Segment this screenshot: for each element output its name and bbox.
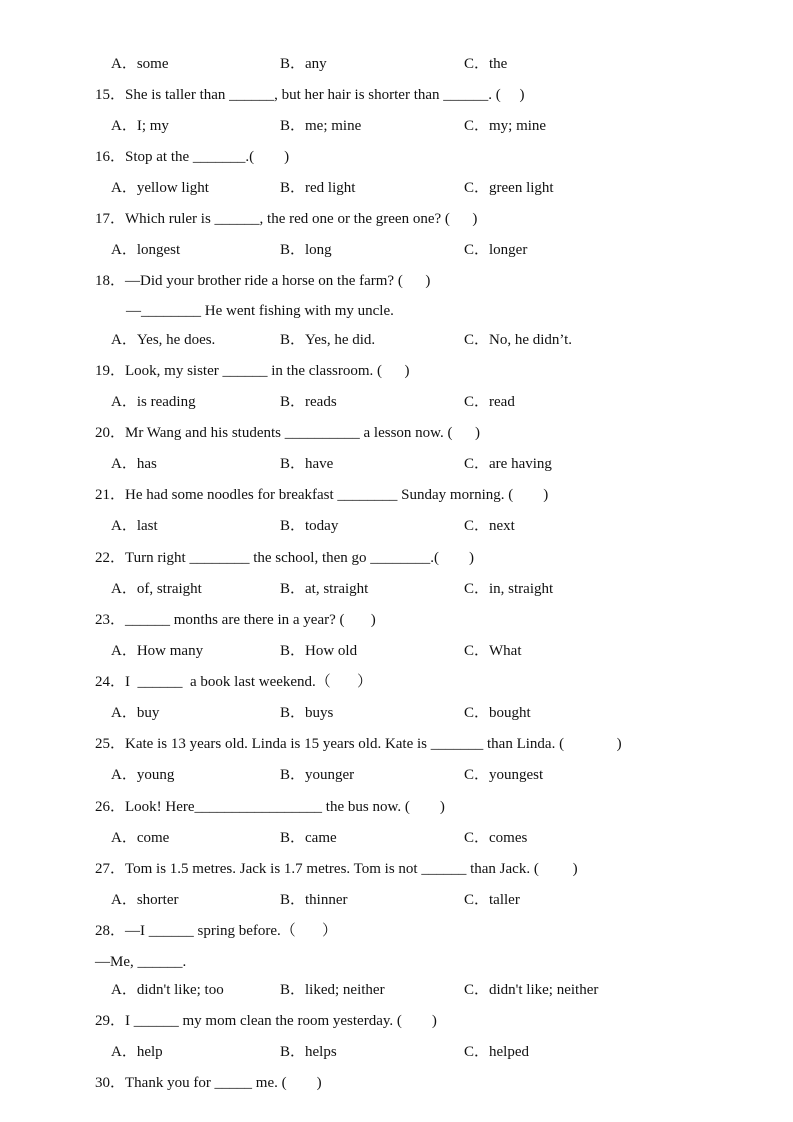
option-b[interactable]: B．have xyxy=(280,456,334,472)
option-a[interactable]: A．I; my xyxy=(111,118,169,134)
question-30: 30．Thank you for _____ me. ( ) xyxy=(95,1075,322,1091)
option-a[interactable]: A．of, straight xyxy=(111,581,202,597)
option-c[interactable]: C．are having xyxy=(464,456,552,472)
option-b[interactable]: B．red light xyxy=(280,180,356,196)
option-a[interactable]: A．help xyxy=(111,1044,163,1060)
question-27: 27．Tom is 1.5 metres. Jack is 1.7 metres. Tom is not ______ than Jack. ( ) xyxy=(95,861,578,877)
question-18-reply: —________ He went fishing with my uncle. xyxy=(126,303,394,319)
option-b[interactable]: B．at, straight xyxy=(280,581,369,597)
option-b[interactable]: B．Yes, he did. xyxy=(280,332,376,348)
option-a[interactable]: A．last xyxy=(111,518,158,534)
question-17: 17．Which ruler is ______, the red one or the green one? ( ) xyxy=(95,211,478,227)
option-c[interactable]: C．my; mine xyxy=(464,118,547,134)
question-26: 26．Look! Here_________________ the bus now. ( ) xyxy=(95,799,445,815)
option-c[interactable]: C．No, he didn’t. xyxy=(464,332,573,348)
option-b[interactable]: B．long xyxy=(280,242,332,258)
option-c[interactable]: C．What xyxy=(464,643,522,659)
option-a[interactable]: A．some xyxy=(111,56,169,72)
option-c[interactable]: C．longer xyxy=(464,242,528,258)
option-c[interactable]: C．green light xyxy=(464,180,554,196)
question-15: 15．She is taller than ______, but her hair is shorter than ______. ( ) xyxy=(95,87,525,103)
option-a[interactable]: A．buy xyxy=(111,705,160,721)
option-c[interactable]: C．read xyxy=(464,394,515,410)
option-b[interactable]: B．thinner xyxy=(280,892,348,908)
option-a[interactable]: A．is reading xyxy=(111,394,196,410)
question-18: 18．—Did your brother ride a horse on the farm? ( ) xyxy=(95,273,431,289)
option-b[interactable]: B．reads xyxy=(280,394,337,410)
option-b[interactable]: B．How old xyxy=(280,643,358,659)
question-28: 28．—I ______ spring before.（ ） xyxy=(95,923,338,939)
option-a[interactable]: A．has xyxy=(111,456,157,472)
option-a[interactable]: A．young xyxy=(111,767,175,783)
option-a[interactable]: A．Yes, he does. xyxy=(111,332,216,348)
question-23: 23．______ months are there in a year? ( ) xyxy=(95,612,376,628)
option-b[interactable]: B．liked; neither xyxy=(280,982,385,998)
option-b[interactable]: B．buys xyxy=(280,705,334,721)
option-c[interactable]: C．in, straight xyxy=(464,581,554,597)
question-16: 16．Stop at the _______.( ) xyxy=(95,149,290,165)
option-c[interactable]: C．youngest xyxy=(464,767,544,783)
option-b[interactable]: B．today xyxy=(280,518,339,534)
question-28-reply: —Me, ______. xyxy=(95,954,187,970)
question-25: 25．Kate is 13 years old. Linda is 15 years old. Kate is _______ than Linda. ( ) xyxy=(95,736,622,752)
option-c[interactable]: C．the xyxy=(464,56,508,72)
option-b[interactable]: B．helps xyxy=(280,1044,337,1060)
question-24: 24．I ______ a book last weekend.（ ） xyxy=(95,674,373,690)
question-21: 21．He had some noodles for breakfast ________ Sunday morning. ( ) xyxy=(95,487,549,503)
option-b[interactable]: B．younger xyxy=(280,767,355,783)
option-b[interactable]: B．me; mine xyxy=(280,118,362,134)
question-29: 29．I ______ my mom clean the room yesterday. ( ) xyxy=(95,1013,437,1029)
option-c[interactable]: C．taller xyxy=(464,892,520,908)
option-c[interactable]: C．helped xyxy=(464,1044,529,1060)
question-19: 19．Look, my sister ______ in the classroom. ( ) xyxy=(95,363,410,379)
option-b[interactable]: B．any xyxy=(280,56,327,72)
question-20: 20．Mr Wang and his students __________ a lesson now. ( ) xyxy=(95,425,481,441)
option-a[interactable]: A．yellow light xyxy=(111,180,209,196)
option-a[interactable]: A．How many xyxy=(111,643,204,659)
option-c[interactable]: C．bought xyxy=(464,705,531,721)
option-a[interactable]: A．come xyxy=(111,830,170,846)
option-a[interactable]: A．longest xyxy=(111,242,181,258)
option-c[interactable]: C．next xyxy=(464,518,515,534)
option-a[interactable]: A．didn't like; too xyxy=(111,982,224,998)
option-a[interactable]: A．shorter xyxy=(111,892,179,908)
option-c[interactable]: C．comes xyxy=(464,830,528,846)
option-b[interactable]: B．came xyxy=(280,830,337,846)
question-22: 22．Turn right ________ the school, then go ________.( ) xyxy=(95,550,475,566)
option-c[interactable]: C．didn't like; neither xyxy=(464,982,599,998)
